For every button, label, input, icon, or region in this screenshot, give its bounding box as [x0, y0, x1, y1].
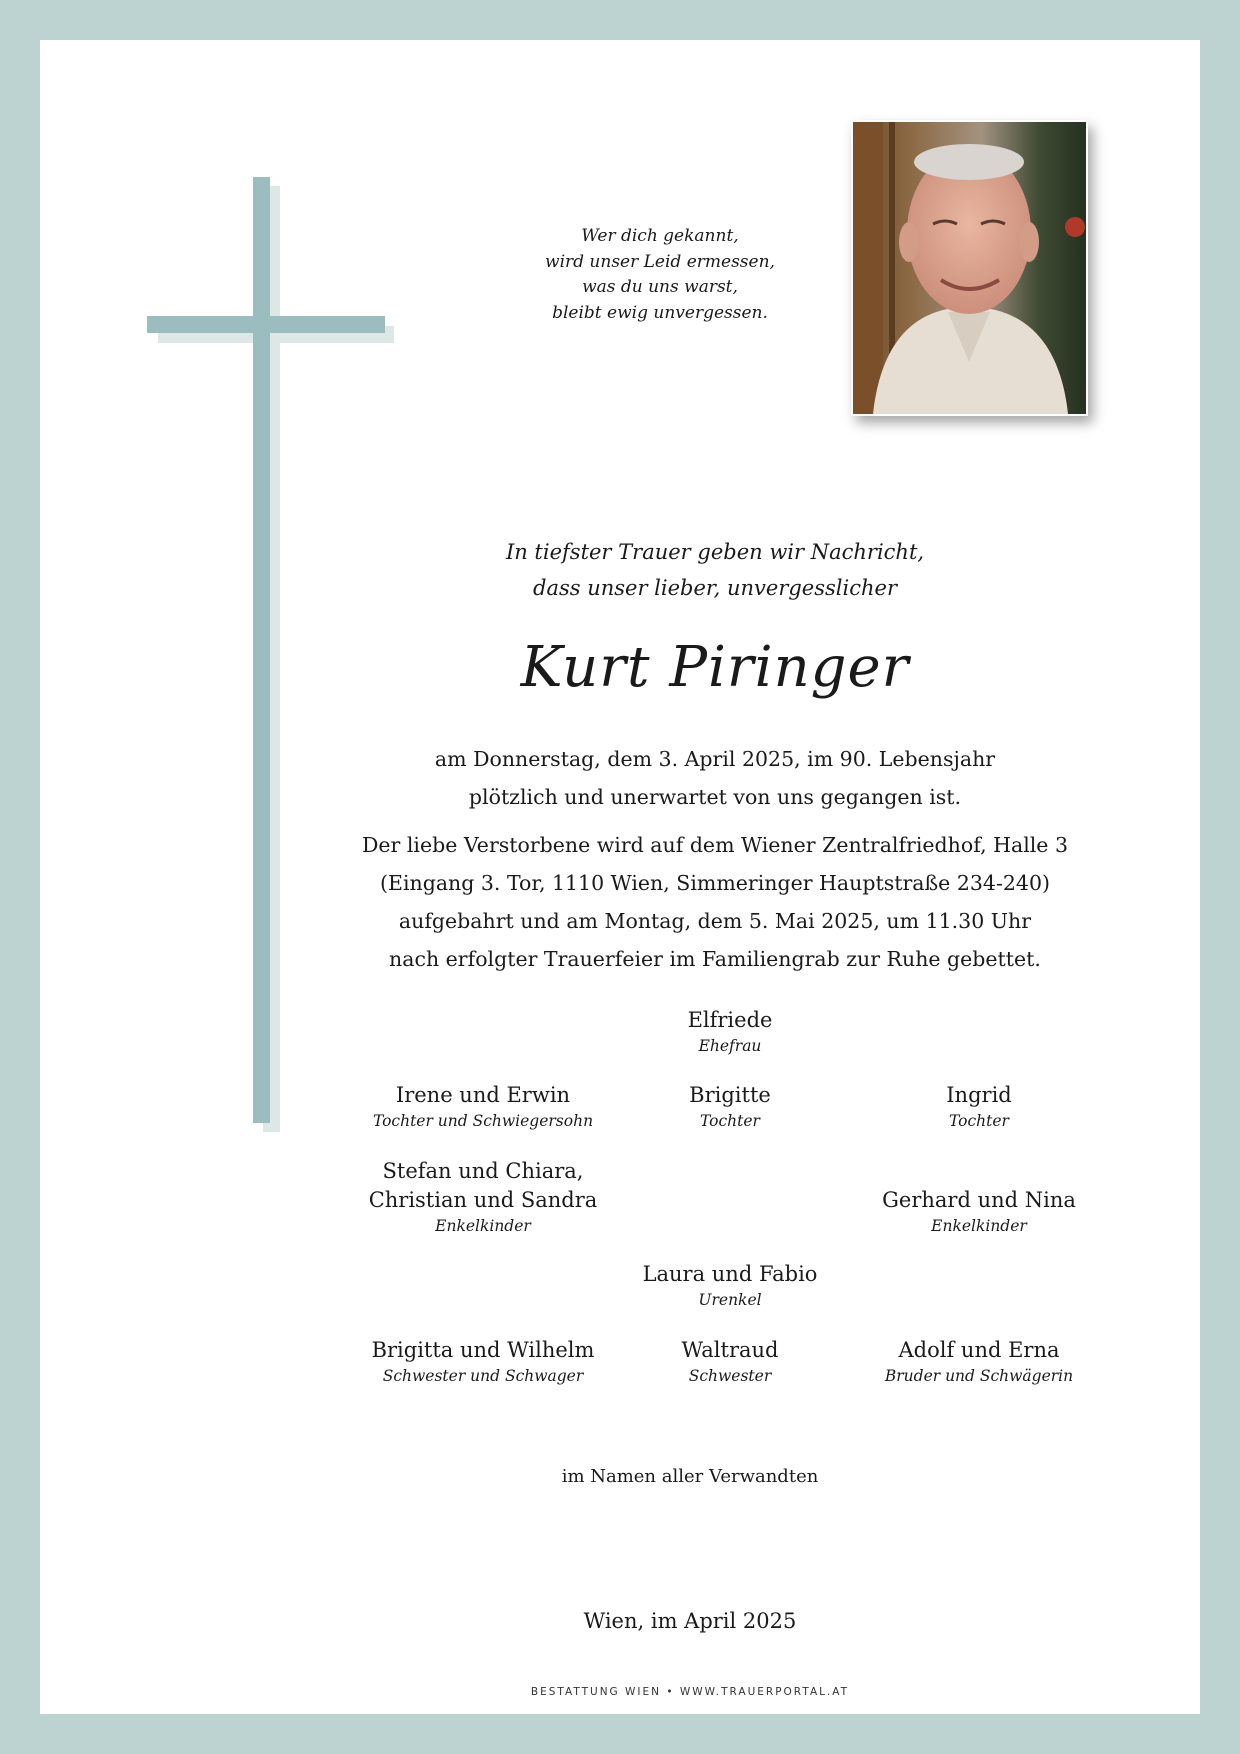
- mourner-name: Adolf und Erna: [898, 1338, 1060, 1362]
- mourner-role: Tochter und Schwiegersohn: [372, 1112, 594, 1130]
- poem-line: bleibt ewig unvergessen.: [552, 302, 768, 323]
- mourner-role: Enkelkinder: [435, 1217, 531, 1235]
- intro-line: dass unser lieber, unvergesslicher: [533, 576, 897, 600]
- poem-line: wird unser Leid ermessen,: [545, 251, 775, 272]
- details-line: am Donnerstag, dem 3. April 2025, im 90. Lebensjahr: [434, 747, 996, 771]
- mourner-name: Stefan und Chiara,: [382, 1159, 584, 1183]
- mourner-name: Ingrid: [946, 1083, 1012, 1107]
- mourner-name: Waltraud: [681, 1338, 779, 1362]
- funeral-line: aufgebahrt und am Montag, dem 5. Mai 2025, um 11.30 Uhr: [398, 909, 1032, 933]
- obituary-card: [40, 40, 1200, 1714]
- poem-line: Wer dich gekannt,: [581, 226, 739, 246]
- intro-line: In tiefster Trauer geben wir Nachricht,: [505, 540, 925, 564]
- funeral-line: Der liebe Verstorbene wird auf dem Wiener Zentralfriedhof, Halle 3: [361, 833, 1069, 857]
- mourner-great-grandchildren: [570, 1260, 890, 1311]
- footer-credit: BESTATTUNG WIEN • WWW.TRAUERPORTAL.AT: [530, 1686, 850, 1698]
- mourner-role: Schwester und Schwager: [382, 1367, 584, 1385]
- poem-line: was du uns warst,: [582, 277, 738, 297]
- mourner-name: Brigitta und Wilhelm: [371, 1338, 595, 1362]
- mourner-grandchildren-2: [819, 1186, 1139, 1237]
- mourner-role: Enkelkinder: [931, 1217, 1027, 1235]
- mourner-grandchildren-1: [323, 1157, 643, 1237]
- mourner-spouse: [570, 1006, 890, 1057]
- mourner-role: Ehefrau: [698, 1037, 762, 1055]
- funeral-details: [320, 826, 1110, 978]
- mourner-name: Elfriede: [687, 1008, 773, 1032]
- deceased-name: Kurt Piringer: [520, 635, 910, 700]
- closing-line: im Namen aller Verwandten: [561, 1466, 819, 1487]
- mourner-name: Gerhard und Nina: [882, 1188, 1076, 1212]
- details-line: plötzlich und unerwartet von uns gegangen ist.: [468, 785, 962, 809]
- mourner-name: Christian und Sandra: [368, 1188, 598, 1212]
- poem: [440, 224, 880, 326]
- funeral-line: (Eingang 3. Tor, 1110 Wien, Simmeringer Hauptstraße 234-240): [379, 871, 1050, 895]
- mourner-role: Bruder und Schwägerin: [884, 1367, 1074, 1385]
- place-date: Wien, im April 2025: [583, 1609, 797, 1633]
- announcement-intro: [320, 534, 1110, 606]
- portrait-image: [853, 122, 1086, 414]
- death-details: [320, 740, 1110, 816]
- mourner-name: Brigitte: [689, 1083, 771, 1107]
- mourner-role: Urenkel: [698, 1291, 762, 1309]
- mourner-name: Irene und Erwin: [395, 1083, 571, 1107]
- mourner-role: Schwester: [688, 1367, 772, 1385]
- portrait-photo: [851, 120, 1088, 416]
- mourner-role: Tochter: [700, 1112, 760, 1130]
- mourner-name: Laura und Fabio: [642, 1262, 818, 1286]
- mourner-adolf: [819, 1336, 1139, 1387]
- mourner-role: Tochter: [949, 1112, 1009, 1130]
- funeral-line: nach erfolgter Trauerfeier im Familiengrab zur Ruhe gebettet.: [389, 947, 1041, 971]
- mourner-ingrid: [819, 1081, 1139, 1132]
